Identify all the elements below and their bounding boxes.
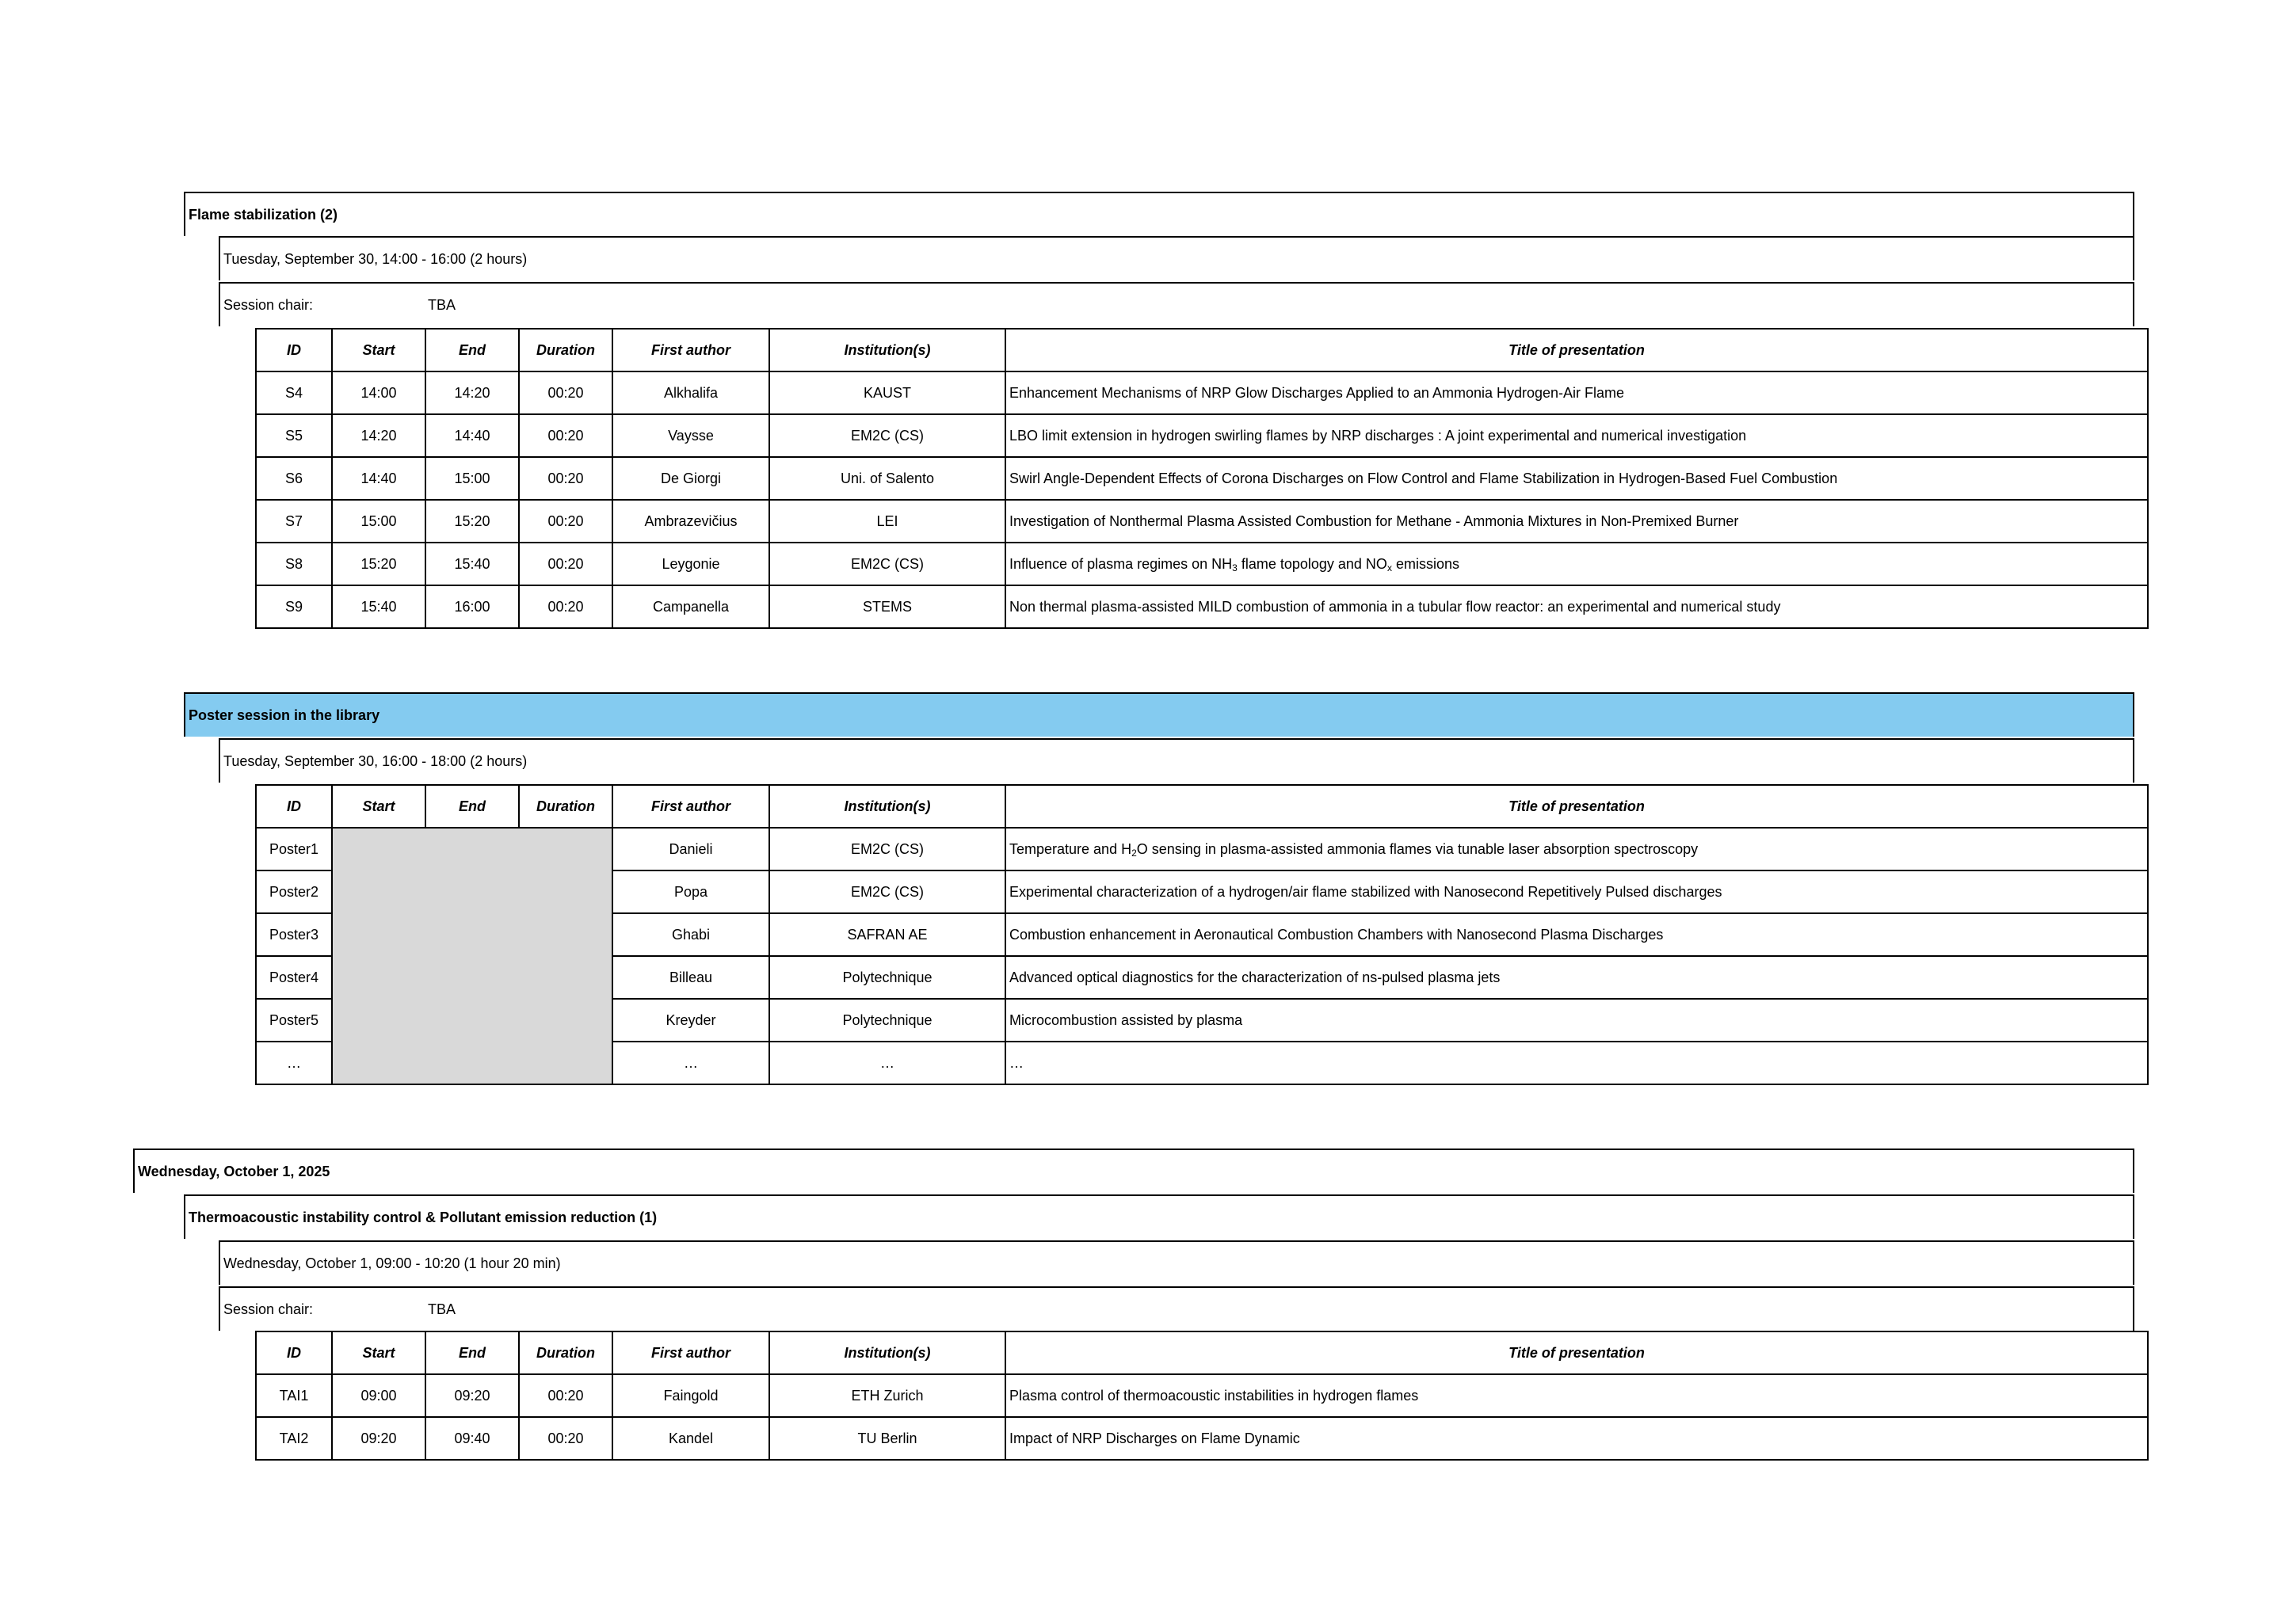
id-cell: S5 [256,414,332,457]
shaded-time-block [332,828,612,1084]
title-cell: Impact of NRP Discharges on Flame Dynamic [1005,1417,2148,1460]
header-duration-cell: Duration [519,329,612,371]
author-cell: De Giorgi [612,457,769,500]
table-header-row [256,785,2148,828]
header-end-cell: End [425,785,519,828]
table-row [256,828,2148,870]
author-cell: Vaysse [612,414,769,457]
header-end-cell: End [425,329,519,371]
title-subscript: x [1386,562,1392,573]
id-cell: Poster5 [256,999,332,1042]
id-cell: TAI2 [256,1417,332,1460]
session-chair-row [219,282,2134,326]
title-cell [1005,543,2148,585]
end-cell: 14:20 [425,371,519,414]
id-cell: Poster3 [256,913,332,956]
duration-cell: 00:20 [519,1417,612,1460]
title-cell: Investigation of Nonthermal Plasma Assisted Combustion for Methane - Ammonia Mixtures in Non-Premixed Burner [1005,500,2148,543]
title-cell: Combustion enhancement in Aeronautical Combustion Chambers with Nanosecond Plasma Discharges [1005,913,2148,956]
duration-cell: 00:20 [519,414,612,457]
institution-cell: TU Berlin [769,1417,1005,1460]
header-author-cell: First author [612,785,769,828]
start-cell: 15:20 [332,543,425,585]
author-cell: Kreyder [612,999,769,1042]
end-cell: 15:00 [425,457,519,500]
session-chair-row [219,1286,2134,1331]
author-cell: Billeau [612,956,769,999]
id-cell: Poster1 [256,828,332,870]
duration-cell: 00:20 [519,500,612,543]
header-start-cell: Start [332,329,425,371]
author-cell: Popa [612,870,769,913]
title-text: O sensing in plasma-assisted ammonia flames via tunable laser absorption spectroscopy [1136,840,1699,857]
start-cell: 09:20 [332,1417,425,1460]
start-cell: 15:40 [332,585,425,628]
session-table [255,1331,2149,1461]
table-row [256,414,2148,457]
title-subscript: 3 [1232,562,1238,573]
title-cell: Experimental characterization of a hydrogen/air flame stabilized with Nanosecond Repetitively Pulsed discharges [1005,870,2148,913]
end-cell: 14:40 [425,414,519,457]
id-cell: S9 [256,585,332,628]
institution-cell: EM2C (CS) [769,870,1005,913]
institution-cell: Polytechnique [769,999,1005,1042]
title-cell: Plasma control of thermoacoustic instabilities in hydrogen flames [1005,1374,2148,1417]
institution-cell: ETH Zurich [769,1374,1005,1417]
session-time: Tuesday, September 30, 16:00 - 18:00 (2 hours) [219,738,2134,783]
duration-cell: 00:20 [519,371,612,414]
header-end-cell: End [425,1331,519,1374]
id-cell: Poster4 [256,956,332,999]
title-text: flame topology and NO [1237,555,1387,572]
header-institution-cell: Institution(s) [769,785,1005,828]
start-cell: 09:00 [332,1374,425,1417]
title-text: Temperature and H [1009,840,1132,857]
table-header-row [256,329,2148,371]
end-cell: 16:00 [425,585,519,628]
session-time: Tuesday, September 30, 14:00 - 16:00 (2 hours) [219,236,2134,280]
title-cell: Swirl Angle-Dependent Effects of Corona Discharges on Flow Control and Flame Stabilization in Hydrogen-Based Fuel Combustion [1005,457,2148,500]
end-cell: 15:40 [425,543,519,585]
header-institution-cell: Institution(s) [769,1331,1005,1374]
start-cell: 14:40 [332,457,425,500]
day-title: Wednesday, October 1, 2025 [133,1149,2134,1193]
author-cell: Ambrazevičius [612,500,769,543]
header-author-cell: First author [612,1331,769,1374]
start-cell: 14:00 [332,371,425,414]
start-cell: 14:20 [332,414,425,457]
header-duration-cell: Duration [519,1331,612,1374]
table-row [256,371,2148,414]
session-title: Flame stabilization (2) [184,192,2134,236]
session-chair-label: Session chair: [223,1301,314,1317]
header-duration-cell: Duration [519,785,612,828]
duration-cell: 00:20 [519,585,612,628]
id-cell: S7 [256,500,332,543]
session-title: Thermoacoustic instability control & Pollutant emission reduction (1) [184,1194,2134,1239]
table-row [256,1417,2148,1460]
session-time: Wednesday, October 1, 09:00 - 10:20 (1 hour 20 min) [219,1240,2134,1285]
institution-cell: … [769,1042,1005,1084]
institution-cell: LEI [769,500,1005,543]
session-chair-label: Session chair: [223,296,314,313]
title-subscript: 2 [1131,847,1137,859]
session-title: Poster session in the library [184,692,2134,737]
institution-cell: SAFRAN AE [769,913,1005,956]
table-row [256,1374,2148,1417]
title-cell: Non thermal plasma-assisted MILD combustion of ammonia in a tubular flow reactor: an experimental and numerical study [1005,585,2148,628]
session-table [255,328,2149,629]
end-cell: 15:20 [425,500,519,543]
institution-cell: Uni. of Salento [769,457,1005,500]
author-cell: Campanella [612,585,769,628]
id-cell: … [256,1042,332,1084]
header-author-cell: First author [612,329,769,371]
header-start-cell: Start [332,785,425,828]
header-start-cell: Start [332,1331,425,1374]
author-cell: Ghabi [612,913,769,956]
session-chair-value: TBA [428,1301,456,1317]
institution-cell: EM2C (CS) [769,543,1005,585]
institution-cell: EM2C (CS) [769,828,1005,870]
table-row [256,543,2148,585]
title-cell: Enhancement Mechanisms of NRP Glow Discharges Applied to an Ammonia Hydrogen-Air Flame [1005,371,2148,414]
header-institution-cell: Institution(s) [769,329,1005,371]
author-cell: Danieli [612,828,769,870]
start-cell: 15:00 [332,500,425,543]
table-row [256,585,2148,628]
table-header-row [256,1331,2148,1374]
title-cell: … [1005,1042,2148,1084]
id-cell: TAI1 [256,1374,332,1417]
id-cell: Poster2 [256,870,332,913]
author-cell: … [612,1042,769,1084]
id-cell: S8 [256,543,332,585]
table-row [256,457,2148,500]
header-id-cell: ID [256,329,332,371]
duration-cell: 00:20 [519,1374,612,1417]
session-chair-value: TBA [428,296,456,313]
end-cell: 09:40 [425,1417,519,1460]
table-row [256,500,2148,543]
end-cell: 09:20 [425,1374,519,1417]
institution-cell: KAUST [769,371,1005,414]
title-cell: Advanced optical diagnostics for the characterization of ns-pulsed plasma jets [1005,956,2148,999]
title-text: emissions [1391,555,1459,572]
duration-cell: 00:20 [519,457,612,500]
header-id-cell: ID [256,1331,332,1374]
institution-cell: Polytechnique [769,956,1005,999]
header-title-cell: Title of presentation [1005,329,2148,371]
author-cell: Kandel [612,1417,769,1460]
author-cell: Leygonie [612,543,769,585]
institution-cell: EM2C (CS) [769,414,1005,457]
id-cell: S6 [256,457,332,500]
header-id-cell: ID [256,785,332,828]
author-cell: Faingold [612,1374,769,1417]
title-text: Influence of plasma regimes on NH [1009,555,1233,572]
title-cell: Microcombustion assisted by plasma [1005,999,2148,1042]
title-cell [1005,828,2148,870]
poster-table [255,784,2149,1085]
institution-cell: STEMS [769,585,1005,628]
header-title-cell: Title of presentation [1005,1331,2148,1374]
header-title-cell: Title of presentation [1005,785,2148,828]
title-cell: LBO limit extension in hydrogen swirling flames by NRP discharges : A joint experimental and numerical investigation [1005,414,2148,457]
author-cell: Alkhalifa [612,371,769,414]
id-cell: S4 [256,371,332,414]
duration-cell: 00:20 [519,543,612,585]
